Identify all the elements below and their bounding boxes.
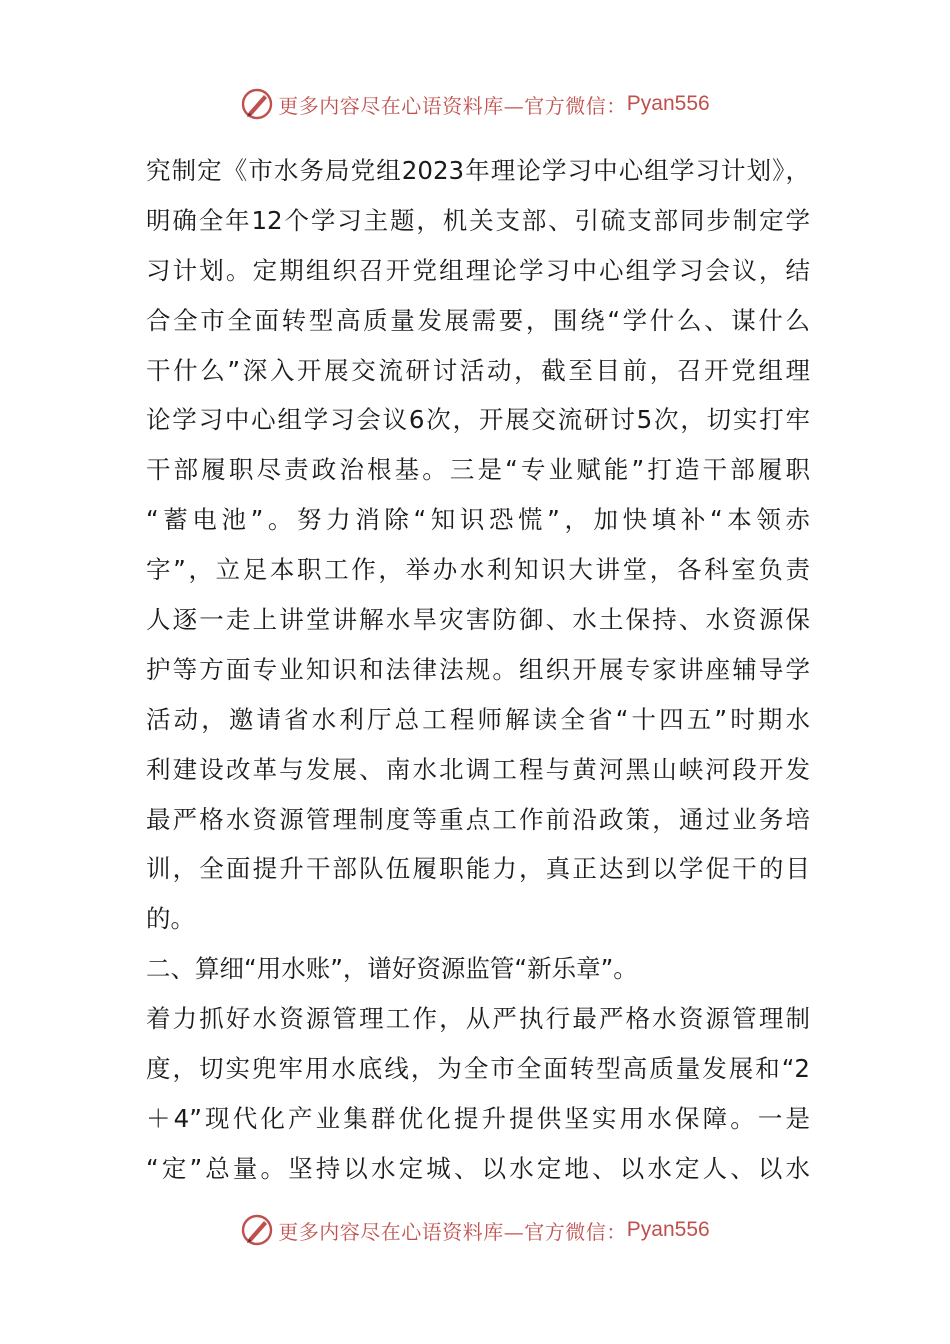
header-banner [0,84,950,124]
text-line: 最严格水资源管理制度等重点工作前沿政策，通过业务培 [146,804,810,834]
section-heading: 二、算细“用水账”，谱好资源监管“新乐章”。 [146,954,638,984]
text-line: 人逐一走上讲堂讲解水旱灾害防御、水土保持、水资源保 [146,605,810,635]
text-line: “蓄电池”。努力消除“知识恐慌”，加快填补“本领赤 [146,505,810,535]
pen-logo-icon [240,1213,274,1247]
text-line: 合全市全面转型高质量发展需要，围绕“学什么、谋什么 [146,305,810,335]
text-line: 利建设改革与发展、南水北调工程与黄河黑山峡河段开发 [146,754,810,784]
footer-banner-text: 更多内容尽在心语资料库—官方微信： [278,1219,627,1244]
document-body [146,146,810,1194]
text-line: “定”总量。坚持以水定城、以水定地、以水定人、以水 [146,1153,810,1183]
text-line: 干什么”深入开展交流研讨活动，截至目前，召开党组理 [146,355,810,385]
text-line: 字”，立足本职工作，举办水利知识大讲堂，各科室负责 [146,555,810,585]
text-line: ＋4”现代化产业集群优化提升提供坚实用水保障。一是 [146,1103,810,1133]
footer-banner [0,1210,950,1250]
footer-banner-id: Pyan556 [626,1218,710,1241]
text-line: 训，全面提升干部队伍履职能力，真正达到以学促干的目 [146,854,810,884]
text-line: 度，切实兜牢用水底线，为全市全面转型高质量发展和“2 [146,1054,810,1084]
text-line: 护等方面专业知识和法律法规。组织开展专家讲座辅导学 [146,654,810,684]
text-line: 论学习中心组学习会议6次，开展交流研讨5次，切实打牢 [146,405,810,435]
pen-logo-icon [240,87,274,121]
text-line: 着力抓好水资源管理工作，从严执行最严格水资源管理制 [146,1004,810,1034]
text-line: 干部履职尽责政治根基。三是“专业赋能”打造干部履职 [146,455,810,485]
header-banner-text: 更多内容尽在心语资料库—官方微信： [278,93,627,118]
text-line: 习计划。定期组织召开党组理论学习中心组学习会议，结 [146,255,810,285]
text-line: 活动，邀请省水利厅总工程师解读全省“十四五”时期水 [146,704,810,734]
text-line: 究制定《市水务局党组2023年理论学习中心组学习计划》， [146,156,810,185]
text-line: 明确全年12个学习主题，机关支部、引硫支部同步制定学 [146,205,810,235]
header-banner-id: Pyan556 [626,92,710,115]
text-line: 的。 [146,904,195,934]
